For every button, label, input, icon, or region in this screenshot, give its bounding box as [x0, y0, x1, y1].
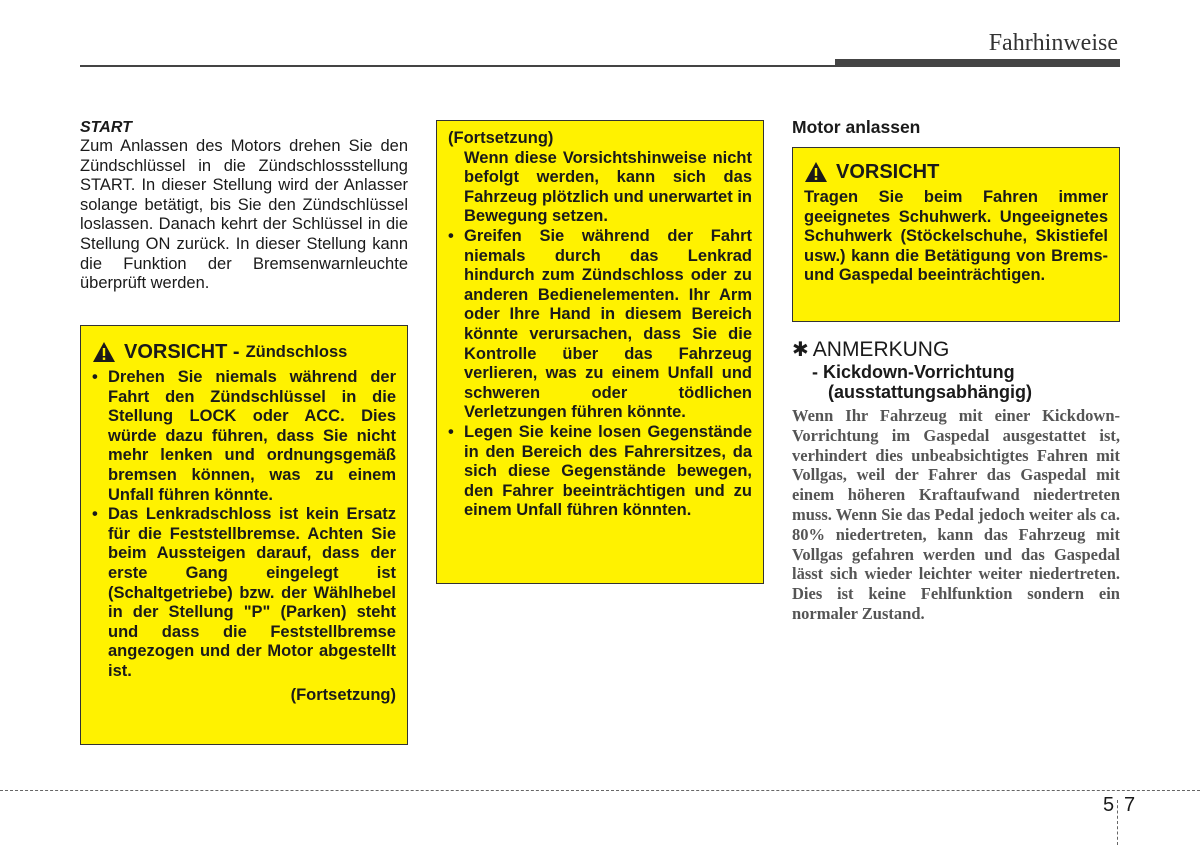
column-right [792, 117, 1120, 624]
list-item [92, 368, 396, 505]
section-title: Motor anlassen [792, 117, 921, 137]
header-rule-bar [835, 59, 1120, 67]
start-subheading: START [80, 119, 132, 136]
warning-intro: Wenn diese Vorsichtshinweise nicht befolgt werden, kann sich das Fahrzeug plötzlich und unerwartet in Bewegung setzen. [464, 148, 752, 226]
start-paragraph: Zum Anlassen des Motors drehen Sie den Zündschlüssel in die Zündschlossstellung START. In dieser Stellung wird der Anlasser solange betätigt, bis Sie den Zündschlüssel loslassen. Danach kehrt der Schlüssel in die Stellung ON zurück. In dieser Stellung kann die Funktion der Bremsenwarnleuchte überprüft werden. [80, 137, 408, 293]
page-number-separator [1117, 800, 1118, 845]
header-rule [80, 65, 835, 67]
continued-label: (Fortsetzung) [290, 685, 396, 704]
bullet-text: Greifen Sie während der Fahrt niemals durch das Lenkrad hindurch zum Zündschloss oder zu anderen Bedienelementen. Ihr Arm oder Ihre Hand in diesem Bereich könnte verursachen, dass Sie die Kontrolle über das Fahrzeug verlieren, was zu einem Unfall und schweren oder tödlichen Verletzungen führen könnte. [464, 226, 752, 422]
warning-triangle-icon [92, 341, 116, 363]
footer-rule [0, 790, 1200, 791]
note-header [792, 338, 1120, 362]
bullet-icon: • [92, 505, 98, 524]
column-middle [436, 120, 764, 584]
bullet-text: Das Lenkradschloss ist kein Ersatz für die Feststellbremse. Achten Sie beim Aussteigen darauf, dass der erste Gang eingelegt ist (Schaltgetriebe) bzw. der Wählhebel in der Stellung "P" (Parken) steht und dass die Feststellbremse angezogen und der Motor abgestellt ist. [108, 505, 396, 680]
warning-title: VORSICHT - [124, 341, 240, 363]
bullet-text: Drehen Sie niemals während der Fahrt den Zündschlüssel in die Stellung LOCK oder ACC. Dies würde dazu führen, dass Sie nicht mehr lenken und ordnungsgemäß bremsen können, was zu einem Unfall führen könnte. [108, 368, 396, 504]
page-number: 7 [1124, 794, 1136, 816]
section-number: 5 [1103, 794, 1115, 816]
continued-label: (Fortsetzung) [448, 129, 554, 147]
warning-text: Tragen Sie beim Fahren immer geeignetes Schuhwerk. Ungeeignetes Schuhwerk (Stöckelschuhe, Skistiefel usw.) kann die Betätigung von Brems- und Gaspedal beeinträchtigen. [804, 188, 1108, 285]
bullet-icon: • [92, 368, 98, 386]
bullet-icon: • [448, 422, 454, 441]
warning-title: VORSICHT [836, 161, 940, 183]
warning-header [92, 340, 396, 364]
list-item [92, 505, 396, 681]
asterisk-icon: ✱ [792, 339, 809, 361]
note-subtitle-qualifier: (ausstattungsabhängig) [828, 382, 1033, 402]
warning-header [804, 160, 1108, 184]
running-header: Fahrhinweise [988, 30, 1118, 56]
note-body: Wenn Ihr Fahrzeug mit einer Kickdown-Vorrichtung im Gaspedal ausgestattet ist, verhindert dies unbeabsichtigtes Fahren mit Vollgas, weil der Fahrer das Gaspedal mit einem höheren Kraftaufwand niedertreten muss. Wenn Sie das Pedal jedoch weiter als ca. 80% niedertreten, kann das Fahrzeug mit Vollgas gefahren werden und das Gaspedal lässt sich wieder leichter weiter niedertreten. Dies ist keine Fehlfunktion sondern ein normaler Zustand. [792, 406, 1120, 623]
warning-triangle-icon [804, 161, 828, 183]
note-title: ANMERKUNG [812, 338, 950, 361]
bullet-text: Legen Sie keine losen Gegenstände in den Bereich des Fahrersitzes, da sich diese Gegenstände bewegen, den Fahrer beeinträchtigen und zu einem Unfall führen könnten. [464, 422, 752, 520]
note-subtitle: - Kickdown-Vorrichtung [812, 362, 1015, 382]
warning-box-continued [436, 120, 764, 584]
warning-box-footwear [792, 147, 1120, 322]
column-left [80, 118, 408, 294]
bullet-icon: • [448, 226, 454, 245]
list-item [448, 227, 752, 423]
warning-subtitle: Zündschloss [245, 343, 348, 361]
list-item [448, 423, 752, 521]
warning-box-ignition [80, 325, 408, 745]
